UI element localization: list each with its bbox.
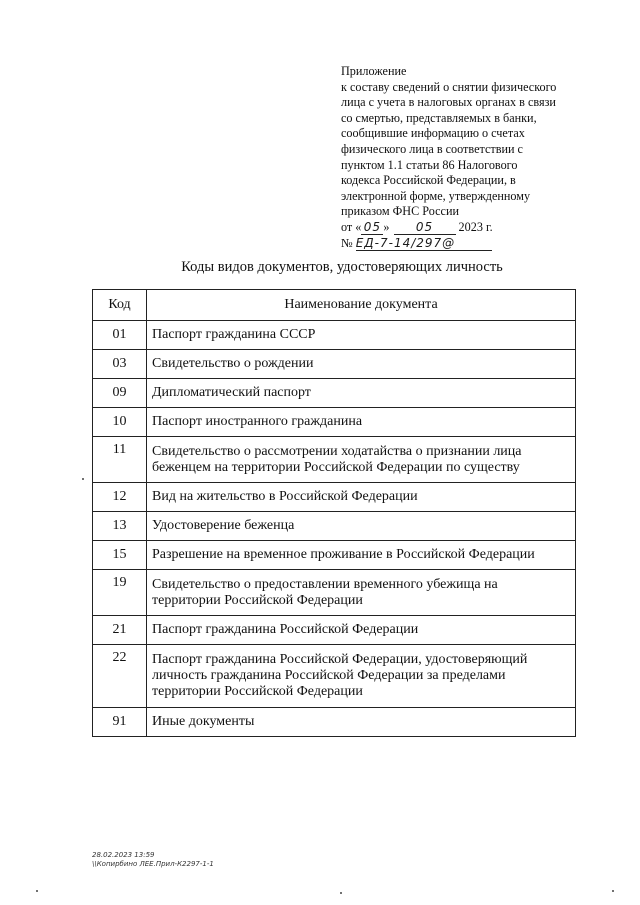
appendix-block xyxy=(341,64,591,251)
table-row xyxy=(93,350,576,379)
table-row xyxy=(93,616,576,645)
cell-name: Паспорт иностранного гражданина xyxy=(147,408,576,437)
cell-name: Свидетельство о рассмотрении ходатайства о признании лица беженцем на территории Российской Федерации по существу xyxy=(147,437,576,483)
cell-code: 10 xyxy=(93,408,147,437)
date-month-handwritten: 05 xyxy=(394,221,456,235)
table-row xyxy=(93,321,576,350)
scan-speck xyxy=(36,890,38,892)
cell-name: Иные документы xyxy=(147,708,576,737)
appendix-line: электронной форме, утвержденному xyxy=(341,188,531,203)
cell-name: Паспорт гражданина Российской Федерации xyxy=(147,616,576,645)
cell-name: Удостоверение беженца xyxy=(147,512,576,541)
number-prefix: № xyxy=(341,235,353,250)
table-header-row xyxy=(93,290,576,321)
cell-name: Свидетельство о рождении xyxy=(147,350,576,379)
appendix-line: сообщившие информацию о счетах xyxy=(341,126,525,141)
scan-speck xyxy=(340,892,342,894)
cell-name: Дипломатический паспорт xyxy=(147,379,576,408)
appendix-line: пунктом 1.1 статьи 86 Налогового xyxy=(341,157,518,172)
cell-code: 09 xyxy=(93,379,147,408)
cell-code: 03 xyxy=(93,350,147,379)
header-code: Код xyxy=(93,290,147,321)
appendix-line: физического лица в соответствии с xyxy=(341,141,523,156)
order-date xyxy=(341,220,591,236)
table-row xyxy=(93,437,576,483)
cell-code: 13 xyxy=(93,512,147,541)
cell-name: Вид на жительство в Российской Федерации xyxy=(147,483,576,512)
footer-stamp xyxy=(92,851,214,869)
appendix-line: со смертью, представляемых в банки, xyxy=(341,110,537,125)
cell-code: 15 xyxy=(93,541,147,570)
cell-name: Паспорт гражданина СССР xyxy=(147,321,576,350)
cell-name: Разрешение на временное проживание в Российской Федерации xyxy=(147,541,576,570)
page-title: Коды видов документов, удостоверяющих личность xyxy=(181,259,503,275)
appendix-line: Приложение xyxy=(341,64,407,78)
table-row xyxy=(93,570,576,616)
appendix-line: к составу сведений о снятии физического xyxy=(341,79,557,94)
table-row xyxy=(93,708,576,737)
document-codes-table xyxy=(92,289,576,737)
cell-code: 91 xyxy=(93,708,147,737)
date-year: 2023 г. xyxy=(458,219,493,234)
date-mid: » xyxy=(383,219,390,234)
table-row xyxy=(93,379,576,408)
cell-code: 22 xyxy=(93,645,147,708)
cell-name: Свидетельство о предоставлении временного убежища на территории Российской Федерации xyxy=(147,570,576,616)
cell-code: 12 xyxy=(93,483,147,512)
cell-code: 19 xyxy=(93,570,147,616)
table-row xyxy=(93,645,576,708)
appendix-line: лица с учета в налоговых органах в связи xyxy=(341,95,556,110)
header-name: Наименование документа xyxy=(147,290,576,321)
footer-file-path: \\Копирбино ЛЕЕ.Прил-К2297-1-1 xyxy=(92,860,214,868)
table-row xyxy=(93,512,576,541)
cell-code: 21 xyxy=(93,616,147,645)
table-row xyxy=(93,483,576,512)
cell-code: 01 xyxy=(93,321,147,350)
order-number xyxy=(341,236,591,252)
cell-code: 11 xyxy=(93,437,147,483)
cell-name: Паспорт гражданина Российской Федерации, удостоверяющий личность гражданина Российской Федерации за пределами территории Российской Федерации xyxy=(147,645,576,708)
scan-speck xyxy=(612,890,614,892)
order-number-handwritten: ЕД-7-14/297@ xyxy=(356,237,492,251)
table-row xyxy=(93,541,576,570)
table-row xyxy=(93,408,576,437)
date-day-handwritten: 05 xyxy=(361,221,383,235)
appendix-line: приказом ФНС России xyxy=(341,204,459,219)
appendix-line: кодекса Российской Федерации, в xyxy=(341,173,516,188)
footer-timestamp: 28.02.2023 13:59 xyxy=(92,851,155,859)
date-prefix: от « xyxy=(341,219,362,234)
scan-speck xyxy=(82,478,84,480)
